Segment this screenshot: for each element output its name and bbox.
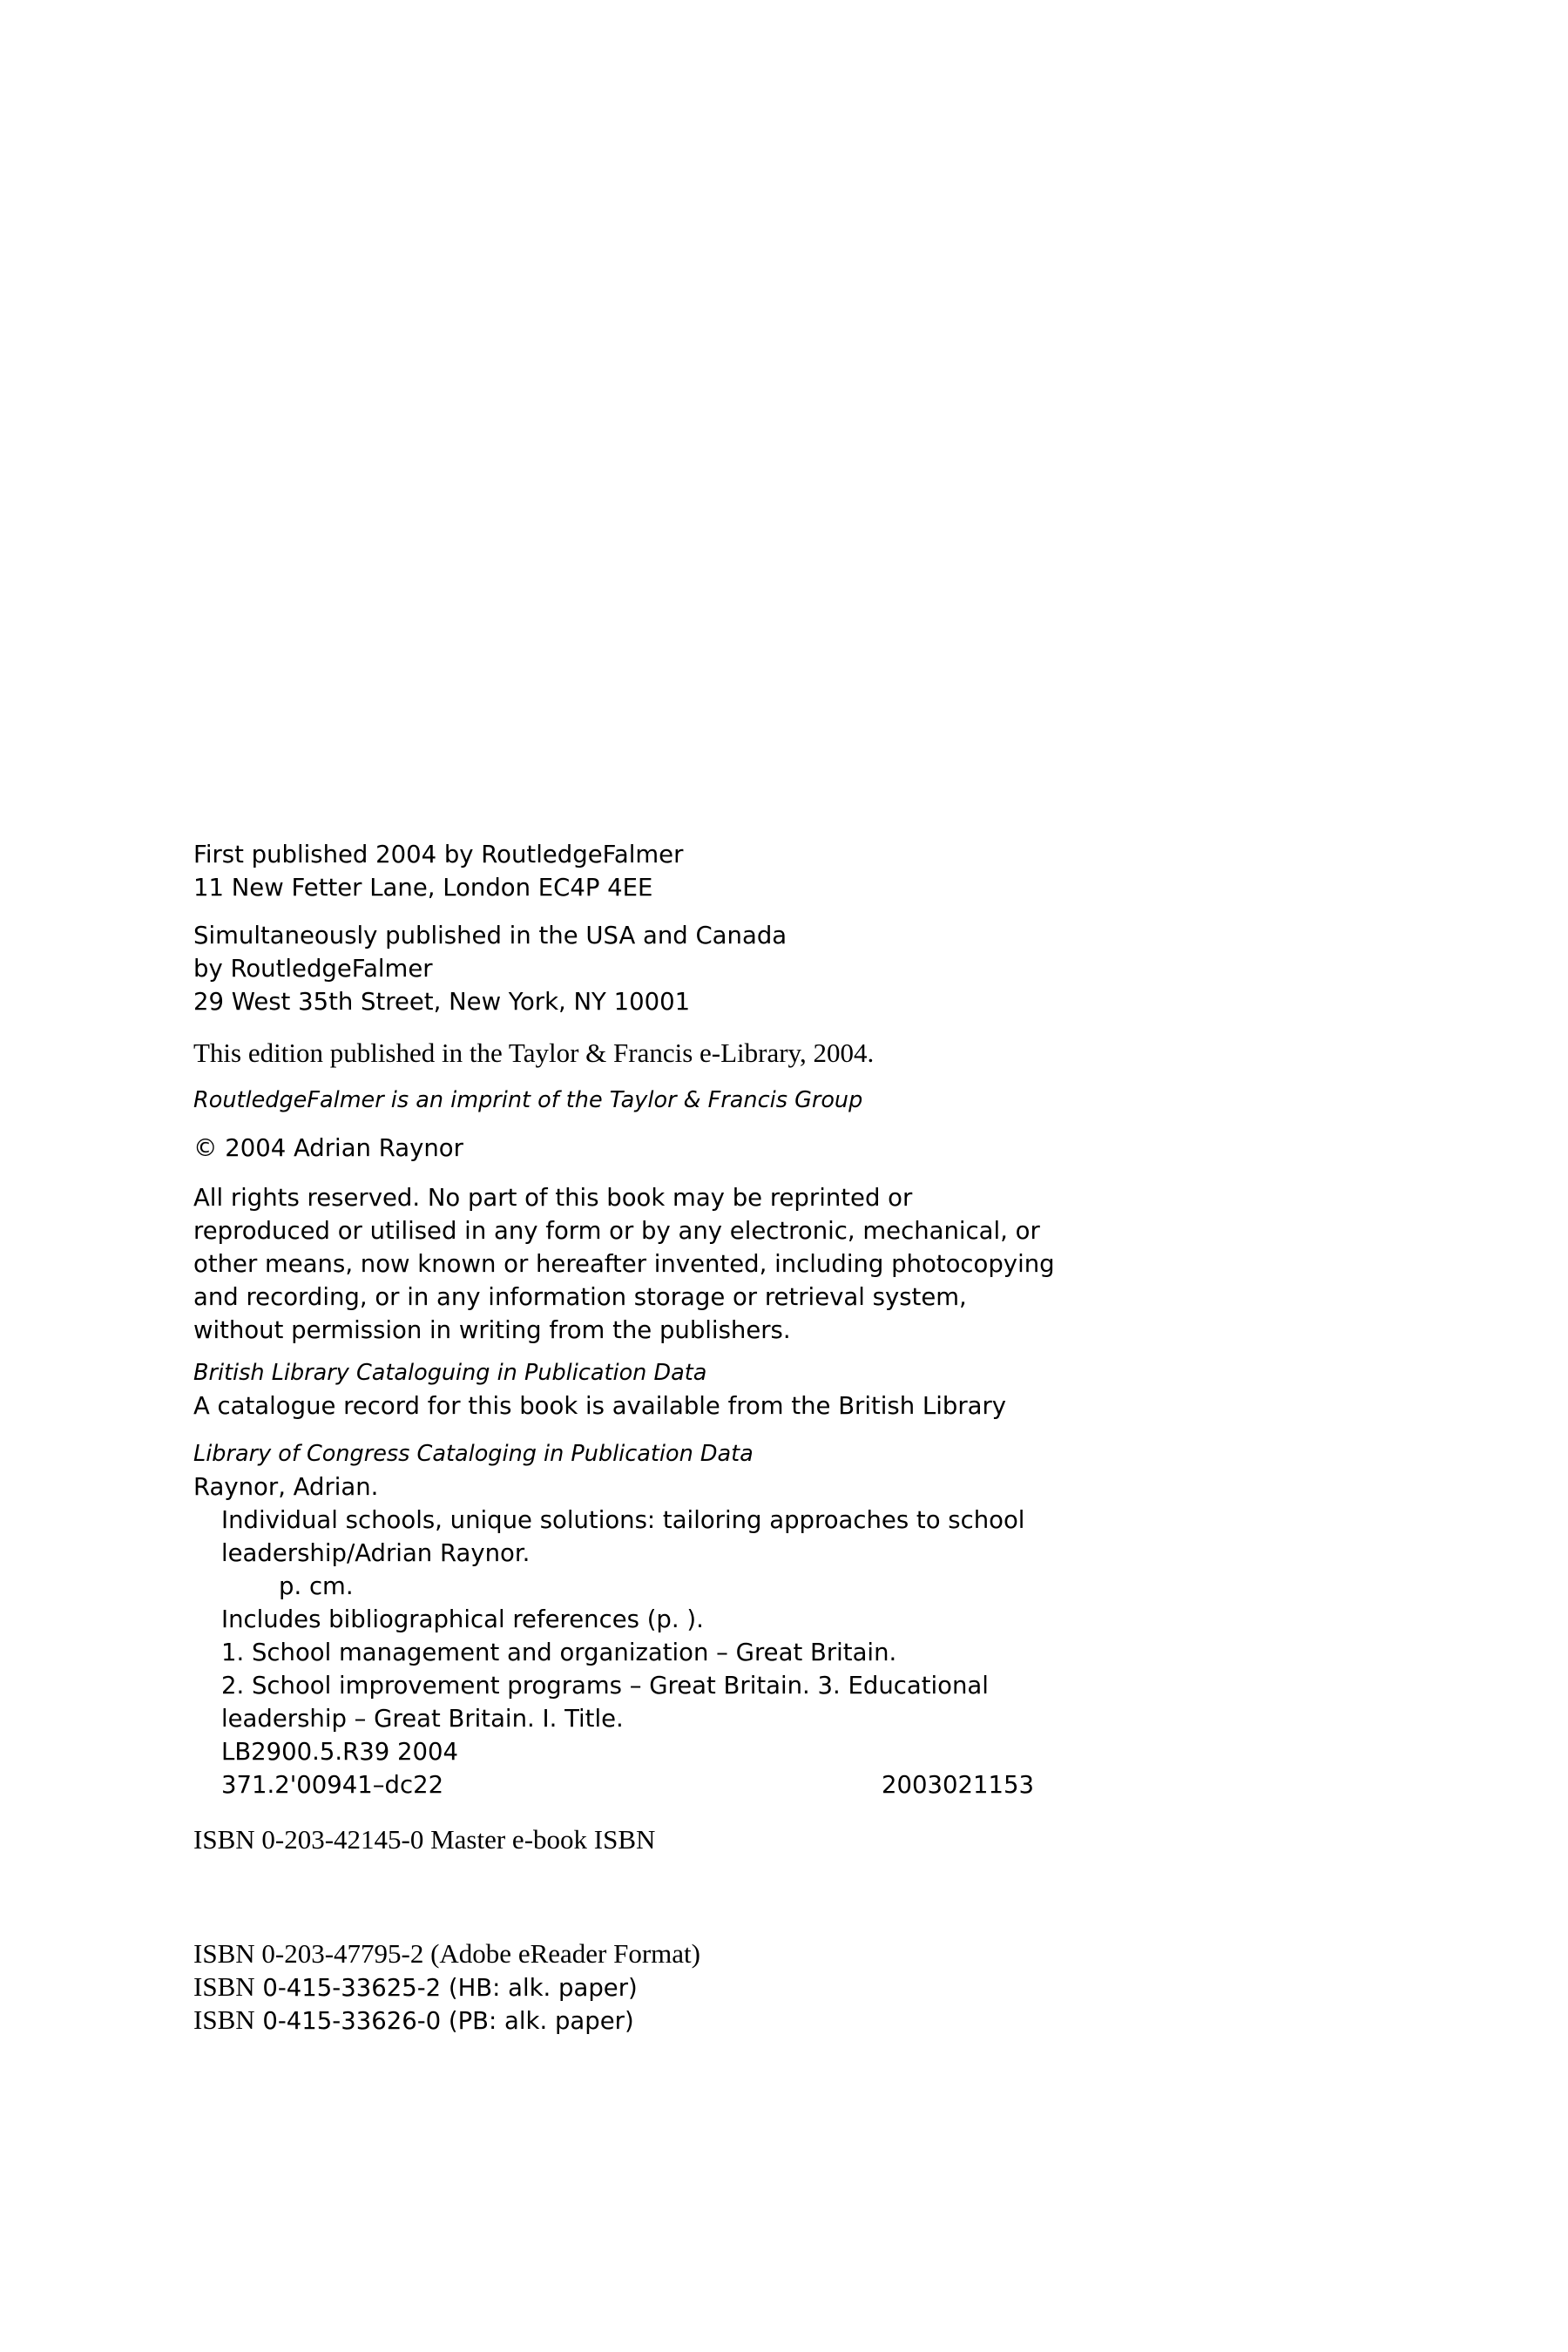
british-library-text: A catalogue record for this book is available from the British Library [193, 1392, 1007, 1420]
isbn-hb-label: ISBN [193, 1971, 255, 2002]
edition-note: This edition published in the Taylor & Francis e-Library, 2004. [193, 1037, 875, 1068]
isbn-list-block [193, 1937, 1064, 2037]
loc-subject-1: 1. School management and organization – Great Britain. [221, 1639, 897, 1666]
loc-call-number: LB2900.5.R39 2004 [221, 1738, 458, 1766]
loc-author: Raynor, Adrian. [193, 1473, 379, 1501]
rights-line: and recording, or in any information storage or retrieval system, [193, 1283, 967, 1311]
rights-block [193, 1181, 1064, 1347]
british-library-block [193, 1356, 1064, 1423]
isbn-pb: 0-415-33626-0 (PB: alk. paper) [262, 2007, 634, 2035]
simultaneous-line-2: by RoutledgeFalmer [193, 955, 433, 983]
loc-title-line-1: Individual schools, unique solutions: tailoring approaches to school [221, 1506, 1025, 1534]
isbn-master: ISBN 0-203-42145-0 Master e-book ISBN [193, 1824, 656, 1855]
isbn-master-block [193, 1823, 1064, 1856]
loc-references: Includes bibliographical references (p. ). [221, 1605, 704, 1633]
loc-pages: p. cm. [279, 1572, 354, 1600]
simultaneous-block [193, 919, 1064, 1018]
isbn-pb-line [193, 2004, 1064, 2037]
simultaneous-line-1: Simultaneously published in the USA and Canada [193, 922, 787, 950]
copyright-block [193, 1132, 1064, 1165]
loc-classification-row [193, 1768, 1064, 1801]
london-address-line: 11 New Fetter Lane, London EC4P 4EE [193, 874, 653, 902]
publisher-block [193, 838, 1064, 904]
rights-line: without permission in writing from the publishers. [193, 1316, 791, 1344]
edition-note-block [193, 1037, 1064, 1070]
imprint-note-block [193, 1084, 1064, 1117]
rights-line: reproduced or utilised in any form or by any electronic, mechanical, or [193, 1217, 1040, 1245]
first-published-line: First published 2004 by RoutledgeFalmer [193, 841, 684, 868]
rights-line: All rights reserved. No part of this book may be reprinted or [193, 1184, 913, 1212]
isbn-pb-label: ISBN [193, 2004, 255, 2035]
imprint-note: RoutledgeFalmer is an imprint of the Taylor & Francis Group [193, 1087, 863, 1113]
copyright-line: © 2004 Adrian Raynor [193, 1134, 463, 1162]
isbn-hb: 0-415-33625-2 (HB: alk. paper) [262, 1974, 638, 2002]
loc-title-line-2: leadership/Adrian Raynor. [221, 1539, 531, 1567]
isbn-hb-line [193, 1970, 1064, 2004]
loc-subject-2-line-1: 2. School improvement programs – Great Britain. 3. Educational [221, 1672, 989, 1700]
loc-block [193, 1437, 1064, 1801]
loc-heading: Library of Congress Cataloging in Publication Data [193, 1441, 754, 1467]
loc-dewey: 371.2'00941–dc22 [221, 1771, 444, 1799]
loc-lccn: 2003021153 [882, 1771, 1034, 1799]
isbn-adobe: ISBN 0-203-47795-2 (Adobe eReader Format) [193, 1938, 700, 1969]
ny-address-line: 29 West 35th Street, New York, NY 10001 [193, 988, 691, 1016]
rights-line: other means, now known or hereafter invented, including photocopying [193, 1250, 1055, 1278]
british-library-heading: British Library Cataloguing in Publication Data [193, 1360, 707, 1386]
loc-subject-2-line-2: leadership – Great Britain. I. Title. [221, 1705, 624, 1733]
